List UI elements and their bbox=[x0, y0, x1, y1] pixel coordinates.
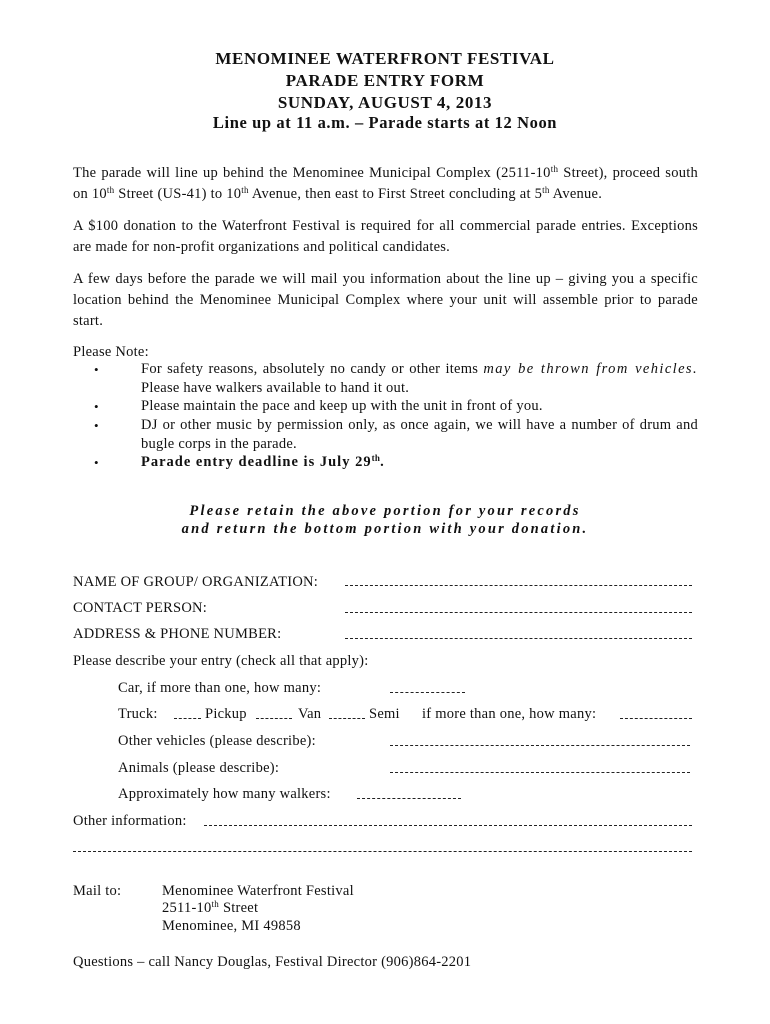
bullet-marker: • bbox=[94, 418, 99, 433]
festival-title: MENOMINEE WATERFRONT FESTIVAL bbox=[215, 49, 555, 68]
please-note-heading: Please Note: bbox=[73, 344, 149, 360]
truck-pickup-field[interactable] bbox=[174, 718, 201, 719]
bullet-marker: • bbox=[94, 455, 99, 470]
truck-count-label: if more than one, how many: bbox=[422, 706, 597, 722]
event-date: SUNDAY, AUGUST 4, 2013 bbox=[277, 93, 493, 112]
other-vehicles-field[interactable] bbox=[390, 745, 690, 746]
contact-person-field[interactable] bbox=[345, 612, 692, 613]
mail-city: Menominee, MI 49858 bbox=[162, 918, 301, 934]
contact-person-label: CONTACT PERSON: bbox=[73, 600, 208, 616]
address-phone-label: ADDRESS & PHONE NUMBER: bbox=[73, 626, 282, 642]
car-count-label: Car, if more than one, how many: bbox=[118, 680, 322, 696]
truck-label: Truck: bbox=[118, 706, 158, 722]
describe-entry-label: Please describe your entry (check all that apply): bbox=[73, 653, 369, 669]
retain-notice-line2: and return the bottom portion with your donation. bbox=[181, 521, 589, 537]
pickup-label: Pickup bbox=[205, 706, 247, 722]
note-item-deadline: Parade entry deadline is July 29th. bbox=[141, 453, 385, 470]
form-title: PARADE ENTRY FORM bbox=[285, 71, 485, 90]
lineup-info-paragraph: A few days before the parade we will mail you information about the line up – giving you a specific location behind the Menominee Municipal Complex where your unit will assemble prior to parade start. bbox=[73, 271, 698, 329]
note-item-pace: Please maintain the pace and keep up with the unit in front of you. bbox=[141, 398, 543, 414]
truck-count-field[interactable] bbox=[620, 718, 692, 719]
questions-contact: Questions – call Nancy Douglas, Festival Director (906)864-2201 bbox=[73, 954, 472, 970]
truck-semi-field[interactable] bbox=[329, 718, 365, 719]
note-item-safety: For safety reasons, absolutely no candy or other items may be thrown from vehicles. Please have walkers available to hand it out. bbox=[141, 361, 698, 396]
retain-notice-line1: Please retain the above portion for your records bbox=[189, 503, 581, 519]
donation-paragraph: A $100 donation to the Waterfront Festival is required for all commercial parade entries. Exceptions are made for non-profit organizations and political candidates. bbox=[73, 218, 698, 255]
animals-label: Animals (please describe): bbox=[118, 760, 280, 776]
other-information-label: Other information: bbox=[73, 813, 187, 829]
address-phone-field[interactable] bbox=[345, 638, 692, 639]
name-of-group-label: NAME OF GROUP/ ORGANIZATION: bbox=[73, 574, 319, 590]
mail-street: 2511-10th Street bbox=[162, 899, 259, 916]
bullet-marker: • bbox=[94, 362, 99, 377]
other-information-field-continued[interactable] bbox=[73, 851, 692, 852]
animals-field[interactable] bbox=[390, 772, 690, 773]
car-count-field[interactable] bbox=[390, 692, 465, 693]
semi-label: Semi bbox=[369, 706, 400, 722]
other-vehicles-label: Other vehicles (please describe): bbox=[118, 733, 316, 749]
truck-van-field[interactable] bbox=[256, 718, 292, 719]
route-paragraph: The parade will line up behind the Menominee Municipal Complex (2511-10th Street), proceed south on 10th Street (US-41) to 10th Avenue, then east to First Street concluding at 5th Avenue. bbox=[73, 164, 698, 202]
mail-organization: Menominee Waterfront Festival bbox=[162, 883, 354, 899]
name-of-group-field[interactable] bbox=[345, 585, 692, 586]
mail-to-label: Mail to: bbox=[73, 883, 122, 899]
bullet-marker: • bbox=[94, 399, 99, 414]
event-times: Line up at 11 a.m. – Parade starts at 12 Noon bbox=[212, 113, 558, 132]
walkers-count-label: Approximately how many walkers: bbox=[118, 786, 331, 802]
other-information-field[interactable] bbox=[204, 825, 692, 826]
walkers-count-field[interactable] bbox=[357, 798, 461, 799]
note-item-music: DJ or other music by permission only, as once again, we will have a number of drum and bugle corps in the parade. bbox=[141, 417, 698, 452]
van-label: Van bbox=[298, 706, 322, 722]
